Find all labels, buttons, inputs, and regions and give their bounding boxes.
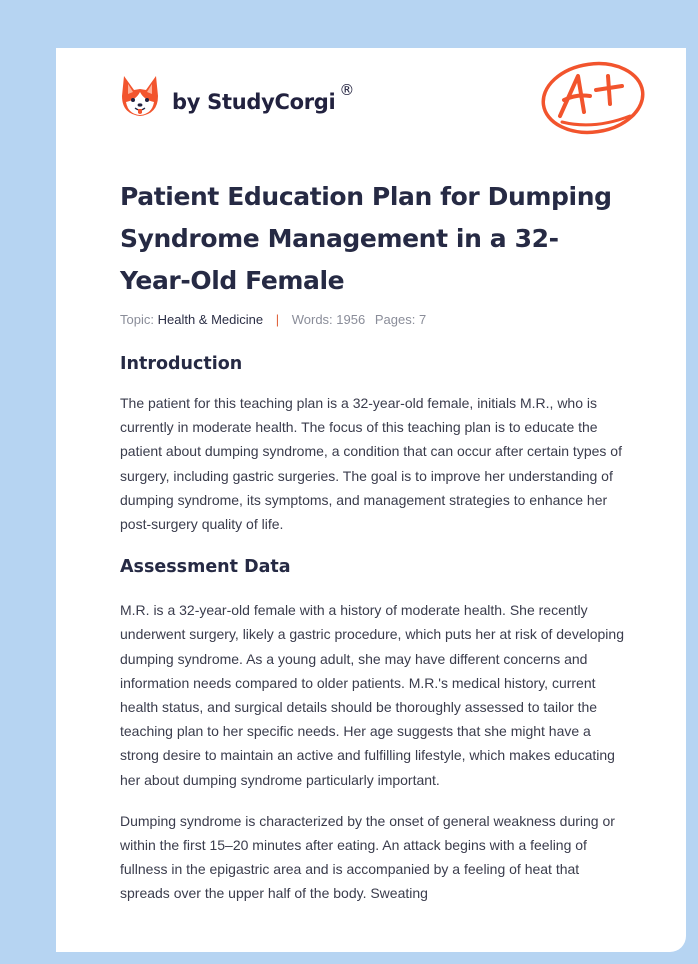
topic-label: Topic: (120, 312, 154, 327)
corgi-icon (120, 74, 160, 120)
topic-link[interactable]: Health & Medicine (157, 312, 264, 327)
document-card (56, 48, 686, 952)
meta-separator: | (275, 312, 280, 327)
section-heading-assessment-data: Assessment Data (120, 557, 291, 578)
pages-value: 7 (418, 312, 427, 327)
a-plus-grade-icon (538, 58, 648, 138)
paragraph: M.R. is a 32-year-old female with a history of moderate health. She recently underwent surgery, likely a gastric procedure, which puts her at risk of developing dumping syndrome. As a young adult, she may have different concerns and information needs compared to older patients. M.R.'s medical history, current health status, and surgical details should be thoroughly assessed to tailor the teaching plan to her specific needs. Her age suggests that she might have a strong desire to maintain an active and fulfilling lifestyle, which makes educating her about dumping syndrome particularly important. (120, 602, 624, 788)
words-value: 1956 (336, 312, 366, 327)
paragraph: The patient for this teaching plan is a 32-year-old female, initials M.R., who is currently in moderate health. The focus of this teaching plan is to educate the patient about dumping syndrome, a condition that can occur after certain types of surgery, including gastric surgeries. The goal is to improve her understanding of dumping syndrome, its symptoms, and management strategies to enhance her post-surgery quality of life. (120, 395, 622, 533)
pages-label: Pages: (374, 312, 416, 327)
brand-name: by StudyCorgi (172, 90, 336, 114)
document-meta (120, 312, 426, 327)
document-body (120, 350, 632, 906)
page-title: Patient Education Plan for Dumping Syndrome Management in a 32-Year-Old Female (120, 182, 612, 295)
paragraph: Dumping syndrome is characterized by the onset of general weakness during or within the first 15–20 minutes after eating. An attack begins with a feeling of fullness in the epigastric area and is accompanied by a feeling of heat that spreads over the upper half of the body. Sweating (120, 812, 615, 902)
brand-logo[interactable] (120, 74, 354, 120)
registered-mark: ® (339, 81, 355, 99)
words-label: Words: (291, 312, 333, 327)
section-heading-introduction: Introduction (120, 354, 243, 374)
